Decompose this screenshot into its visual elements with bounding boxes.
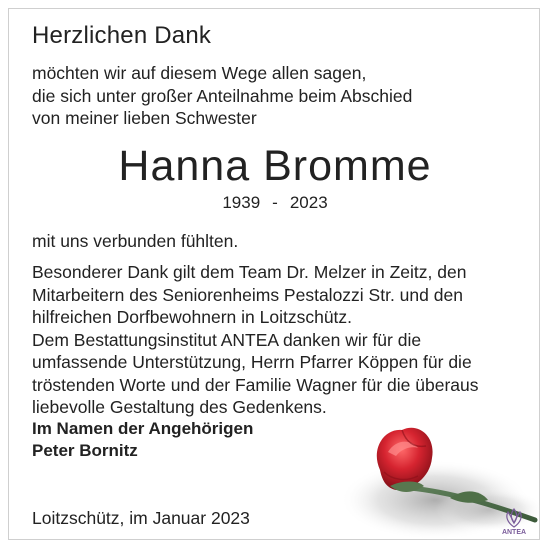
intro-line: von meiner lieben Schwester (32, 108, 257, 128)
thanks-line: Besonderer Dank gilt dem Team Dr. Melzer in Zeitz, den (32, 262, 467, 282)
thanks-line: Dem Bestattungsinstitut ANTEA danken wir für die (32, 329, 422, 350)
thanks-line: tröstenden Worte und der Familie Wagner für die überaus (32, 374, 479, 395)
antea-logo-icon (496, 505, 532, 535)
intro-line: die sich unter großer Anteilnahme beim Abschied (32, 85, 413, 106)
thanks-line: umfassende Unterstützung, Herrn Pfarrer Köppen für die (32, 352, 472, 372)
headline: Herzlichen Dank (32, 22, 212, 49)
life-dates (0, 193, 550, 213)
date-separator: - (272, 193, 278, 212)
signoff (32, 418, 253, 462)
thanks-text (32, 261, 478, 419)
intro-line: möchten wir auf diesem Wege allen sagen, (32, 63, 367, 83)
logo-text: ANTEA (501, 529, 527, 535)
death-year: 2023 (289, 193, 328, 212)
deceased-name: Hanna Bromme (118, 142, 432, 190)
birth-year: 1939 (222, 193, 261, 212)
thanks-line: liebevolle Gestaltung des Gedenkens. (32, 397, 327, 417)
place-date: Loitzschütz, im Januar 2023 (32, 508, 250, 528)
signoff-line: Im Namen der Angehörigen (32, 419, 254, 438)
signoff-name: Peter Bornitz (32, 441, 138, 460)
thanks-line: Mitarbeitern des Seniorenheims Pestalozzi Str. und den (32, 284, 463, 305)
thanks-line: hilfreichen Dorfbewohnern in Loitzschütz. (32, 307, 353, 327)
felt-line: mit uns verbunden fühlten. (32, 231, 239, 251)
intro-text (32, 62, 412, 130)
